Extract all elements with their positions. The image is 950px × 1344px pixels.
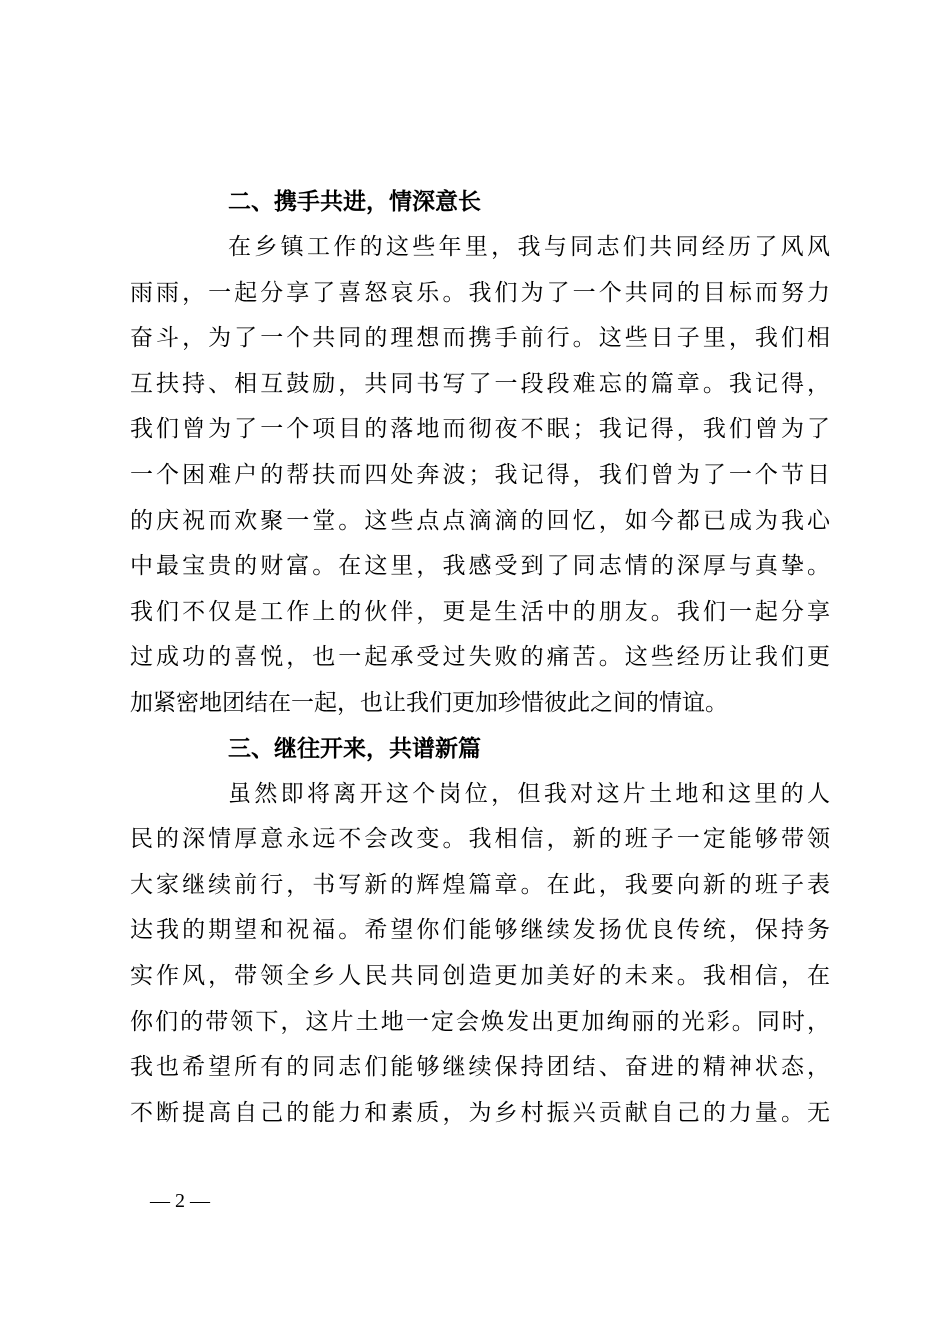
paragraph-line: 不断提高自己的能力和素质，为乡村振兴贡献自己的力量。无 [130, 1099, 830, 1126]
paragraph-line: 一个困难户的帮扶而四处奔波；我记得，我们曾为了一个节日 [130, 461, 830, 488]
section-heading-3: 三、继往开来，共谱新篇 [228, 735, 481, 762]
paragraph-line: 加紧密地团结在一起，也让我们更加珍惜彼此之间的情谊。 [130, 689, 728, 716]
paragraph-line: 在乡镇工作的这些年里，我与同志们共同经历了风风 [228, 234, 830, 260]
paragraph-line: 达我的期望和祝福。希望你们能够继续发扬优良传统，保持务 [130, 917, 830, 944]
paragraph-line: 我也希望所有的同志们能够继续保持团结、奋进的精神状态， [130, 1054, 830, 1081]
paragraph-line: 中最宝贵的财富。在这里，我感受到了同志情的深厚与真挚。 [130, 553, 830, 580]
section-3-paragraph [130, 772, 830, 1137]
paragraph-line: 实作风，带领全乡人民共同创造更加美好的未来。我相信，在 [130, 962, 830, 989]
section-heading-2: 二、携手共进，情深意长 [228, 189, 481, 215]
paragraph-line: 的庆祝而欢聚一堂。这些点点滴滴的回忆，如今都已成为我心 [130, 507, 830, 534]
paragraph-line: 我们曾为了一个项目的落地而彻夜不眠；我记得，我们曾为了 [130, 416, 830, 443]
paragraph-line: 民的深情厚意永远不会改变。我相信，新的班子一定能够带领 [130, 826, 830, 853]
paragraph-line: 过成功的喜悦，也一起承受过失败的痛苦。这些经历让我们更 [130, 644, 830, 671]
document-body [130, 180, 830, 1136]
paragraph-line: 大家继续前行，书写新的辉煌篇章。在此，我要向新的班子表 [130, 871, 830, 898]
paragraph-line: 你们的带领下，这片土地一定会焕发出更加绚丽的光彩。同时， [130, 1008, 830, 1035]
paragraph-line: 奋斗，为了一个共同的理想而携手前行。这些日子里，我们相 [130, 325, 830, 352]
section-2-paragraph [130, 225, 830, 727]
paragraph-line: 互扶持、相互鼓励，共同书写了一段段难忘的篇章。我记得， [130, 370, 830, 397]
paragraph-line: 虽然即将离开这个岗位，但我对这片土地和这里的人 [228, 780, 830, 807]
paragraph-line: 我们不仅是工作上的伙伴，更是生活中的朋友。我们一起分享 [130, 598, 830, 625]
page-number: — 2 — [150, 1190, 210, 1212]
paragraph-line: 雨雨，一起分享了喜怒哀乐。我们为了一个共同的目标而努力 [130, 279, 830, 306]
